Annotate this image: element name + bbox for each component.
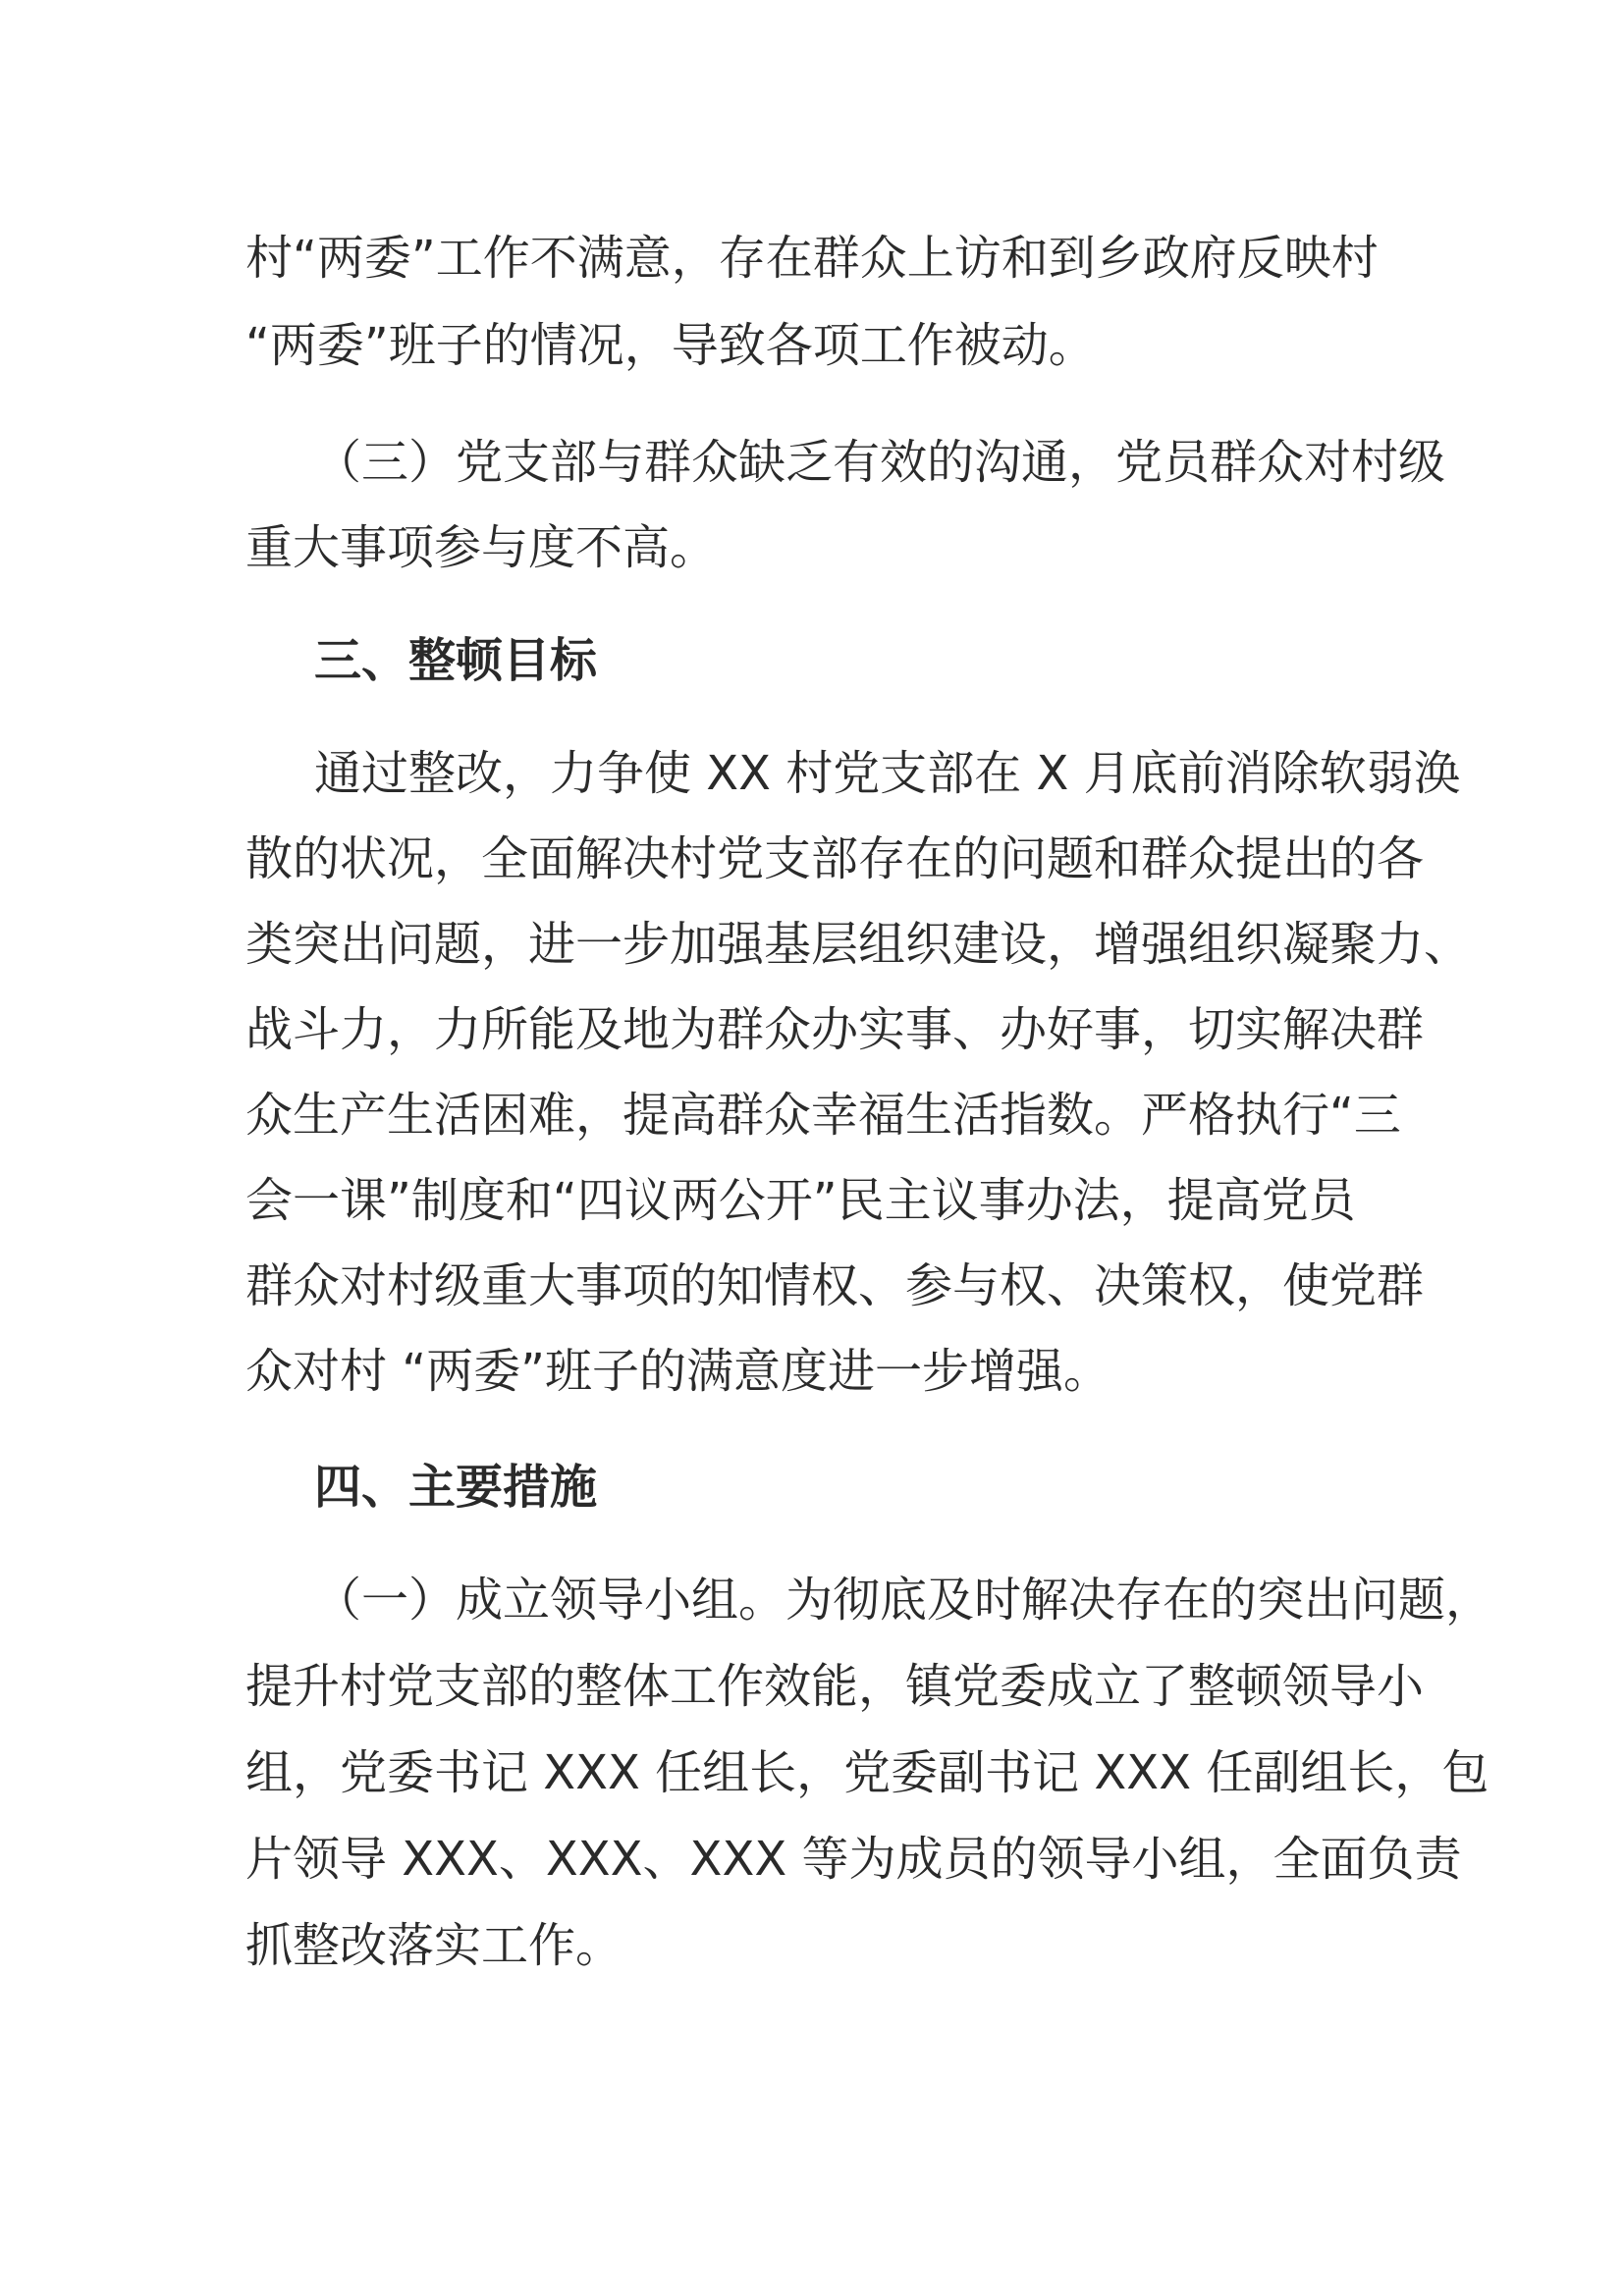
paragraph-line: 村“两委”工作不满意，存在群众上访和到乡政府反映村 xyxy=(245,231,1379,286)
paragraph-line: 战斗力，力所能及地为群众办实事、办好事，切实解决群 xyxy=(245,1002,1425,1057)
paragraph-line: 众生产生活困难，提高群众幸福生活指数。严格执行“三 xyxy=(245,1088,1401,1143)
paragraph-line: （一）成立领导小组。为彻底及时解决存在的突出问题， xyxy=(314,1573,1493,1628)
paragraph-line: 会一课”制度和“四议两公开”民主议事办法，提高党员 xyxy=(245,1173,1356,1228)
paragraph-line: 重大事项参与度不高。 xyxy=(245,520,718,575)
paragraph-line: 组，党委书记 XXX 任组长，党委副书记 XXX 任副组长，包 xyxy=(245,1745,1489,1800)
paragraph-line: 抓整改落实工作。 xyxy=(245,1918,623,1973)
paragraph-line: 散的状况，全面解决村党支部存在的问题和群众提出的各 xyxy=(245,831,1425,886)
section-heading: 四、主要措施 xyxy=(314,1460,598,1515)
section-heading: 三、整顿目标 xyxy=(314,633,598,688)
paragraph-line: 片领导 XXX、XXX、XXX 等为成员的领导小组，全面负责 xyxy=(245,1832,1462,1887)
paragraph-line: 类突出问题，进一步加强基层组织建设，增强组织凝聚力、 xyxy=(245,917,1472,972)
paragraph-line: 群众对村级重大事项的知情权、参与权、决策权，使党群 xyxy=(245,1258,1425,1313)
paragraph-line: 提升村党支部的整体工作效能，镇党委成立了整顿领导小 xyxy=(245,1659,1425,1714)
subheading-line: （三）党支部与群众缺乏有效的沟通，党员群众对村级 xyxy=(314,435,1446,490)
paragraph-line: 通过整改，力争使 XX 村党支部在 X 月底前消除软弱涣 xyxy=(314,746,1461,801)
paragraph-line: “两委”班子的情况，导致各项工作被动。 xyxy=(245,318,1096,373)
paragraph-line: 众对村 “两委”班子的满意度进一步增强。 xyxy=(245,1344,1110,1399)
